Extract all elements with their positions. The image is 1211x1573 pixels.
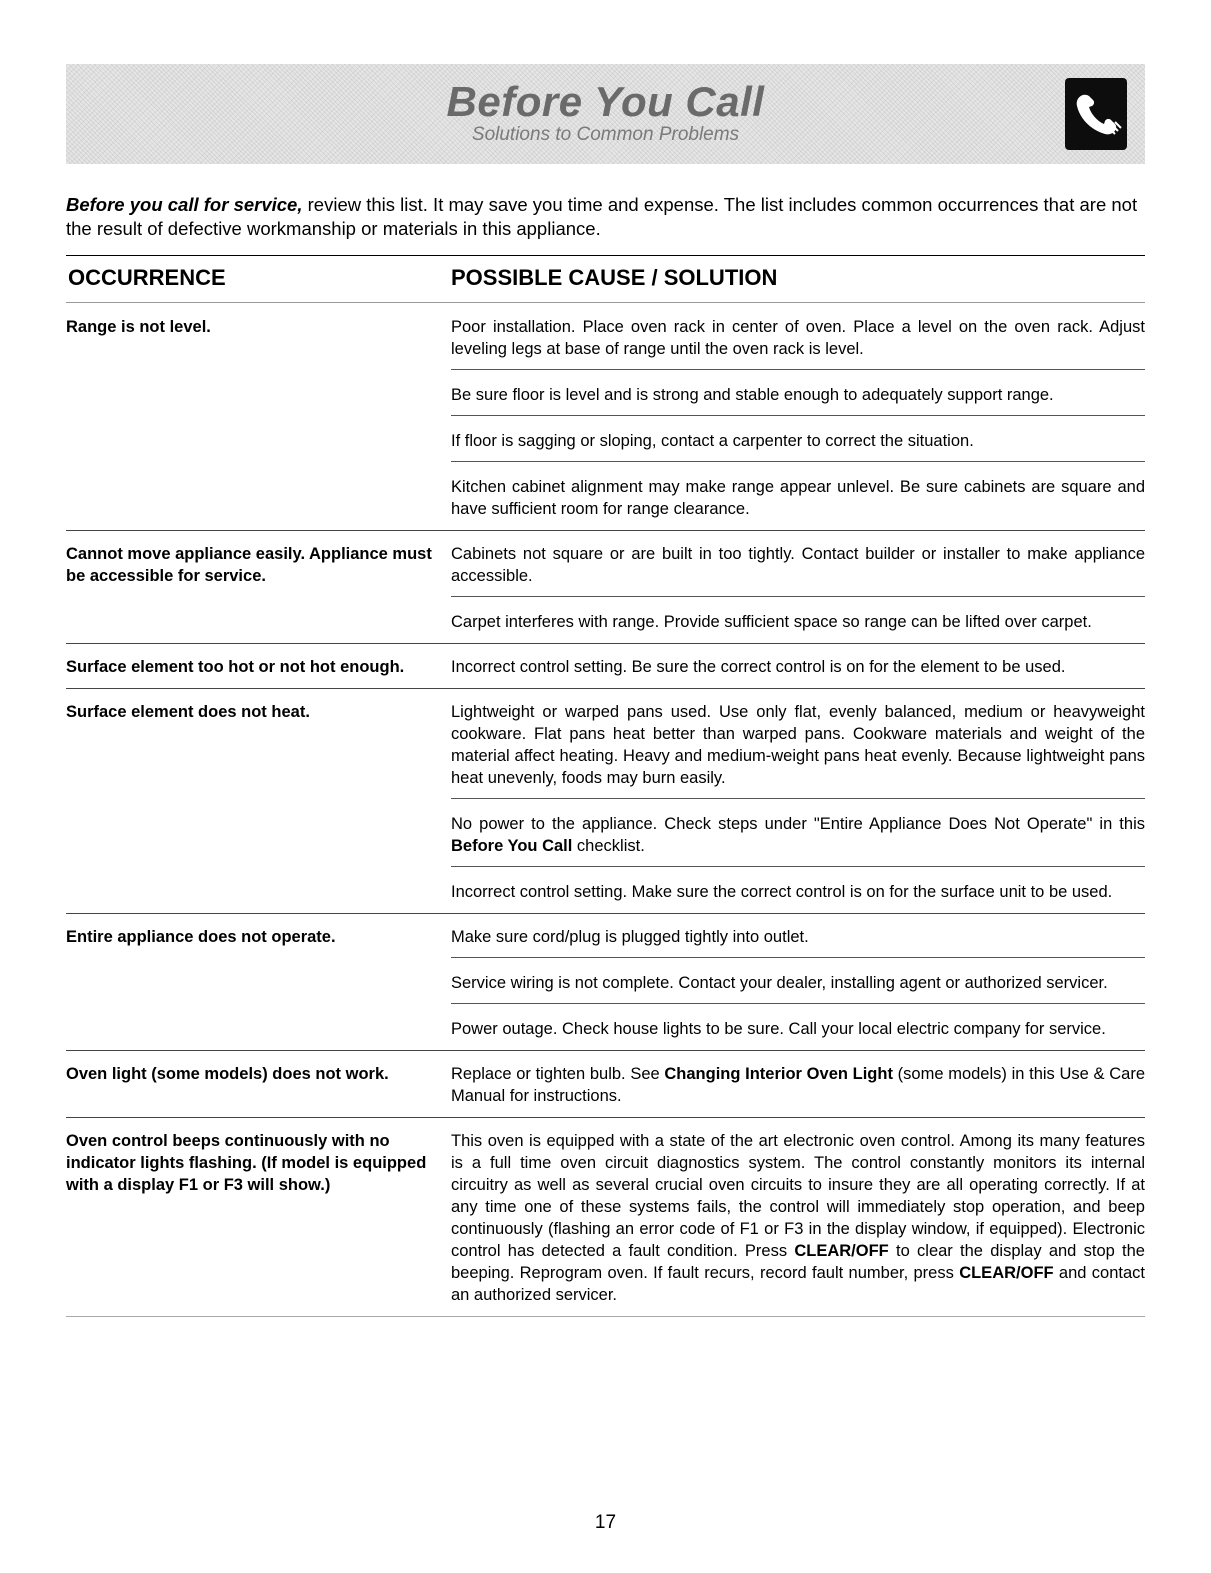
occurrence-cell: Oven light (some models) does not work. xyxy=(66,1065,389,1083)
occurrence-cell: Oven control beeps continuously with no indicator lights flashing. (If model is equipped with a display F1 or F3 will show.) xyxy=(66,1132,427,1194)
solution-item xyxy=(451,380,1145,416)
solution-item xyxy=(451,1059,1145,1111)
solution-text: This oven is equipped with a state of the art electronic oven control. Among its many features is a full time oven circuit diagnostics system. The control constantly monitors its internal circuitry as well as several crucial oven circuits to insure they are all operating correctly. If at any time one of these systems fails, the control will immediately stop operation, and beep continuously (flashing an error code of F1 or F3 in the display window, if equipped). Electronic control has detected a fault condition. Press xyxy=(451,1132,1145,1260)
solution-text: Be sure floor is level and is strong and stable enough to adequately support range. xyxy=(451,386,1054,404)
solution-item xyxy=(451,607,1145,637)
table-row xyxy=(66,539,1145,644)
solutions-cell xyxy=(451,539,1145,637)
solution-text: Poor installation. Place oven rack in center of oven. Place a level on the oven rack. Adjust leveling legs at base of range until the oven rack is level. xyxy=(451,318,1145,358)
solution-text: to clear the display and stop the beeping. Reprogram oven. If fault recurs, record fault number, press xyxy=(451,1242,1145,1282)
solution-text: Power outage. Check house lights to be sure. Call your local electric company for service. xyxy=(451,1020,1106,1038)
intro-text: review this list. It may save you time and expense. The list includes common occurrences that are not the result of defective workmanship or materials in this appliance. xyxy=(66,194,1138,239)
solution-text: (some models) in this Use & Care Manual for instructions. xyxy=(451,1065,1146,1105)
solutions-cell xyxy=(451,1126,1145,1310)
table-row xyxy=(66,1059,1145,1118)
header-banner xyxy=(66,64,1145,164)
solution-item xyxy=(451,1014,1145,1044)
solution-item xyxy=(451,697,1145,799)
intro-lead: Before you call for service, xyxy=(66,194,303,215)
occurrence-header: OCCURRENCE xyxy=(68,265,226,290)
solution-item xyxy=(451,968,1145,1004)
occurrence-cell: Surface element does not heat. xyxy=(66,703,310,721)
solution-item xyxy=(451,539,1145,597)
solution-item xyxy=(451,809,1145,867)
solution-header: POSSIBLE CAUSE / SOLUTION xyxy=(451,265,778,290)
solution-item xyxy=(451,922,1145,958)
occurrence-cell: Cannot move appliance easily. Appliance must be accessible for service. xyxy=(66,545,432,585)
solution-text: Incorrect control setting. Make sure the correct control is on for the surface unit to be used. xyxy=(451,883,1113,901)
occurrence-cell: Entire appliance does not operate. xyxy=(66,928,336,946)
table-row xyxy=(66,652,1145,689)
table-row xyxy=(66,312,1145,531)
solutions-cell xyxy=(451,312,1145,524)
column-headers xyxy=(66,255,1145,303)
page-subtitle: Solutions to Common Problems xyxy=(471,124,740,145)
solution-text: Kitchen cabinet alignment may make range appear unlevel. Be sure cabinets are square and have sufficient room for range clearance. xyxy=(451,478,1145,518)
solution-text: Replace or tighten bulb. See xyxy=(451,1065,665,1083)
solution-text: Service wiring is not complete. Contact your dealer, installing agent or authorized servicer. xyxy=(451,974,1108,992)
solutions-cell xyxy=(451,1059,1145,1111)
solutions-cell xyxy=(451,922,1145,1044)
solution-text: Cabinets not square or are built in too tightly. Contact builder or installer to make appliance accessible. xyxy=(451,545,1145,585)
solution-text: Make sure cord/plug is plugged tightly into outlet. xyxy=(451,928,809,946)
occurrence-cell: Surface element too hot or not hot enough. xyxy=(66,658,405,676)
solution-item xyxy=(451,472,1145,524)
solutions-cell xyxy=(451,652,1145,682)
solution-text: No power to the appliance. Check steps under "Entire Appliance Does Not Operate" in this xyxy=(451,815,1145,833)
solution-text: Lightweight or warped pans used. Use only flat, evenly balanced, medium or heavyweight cookware. Flat pans heat better than warped pans. Cookware materials and weight of the material affect heating. Heavy and medium-weight pans heat evenly. Because lightweight pans heat unevenly, foods may burn easily. xyxy=(451,703,1145,787)
table-row xyxy=(66,697,1145,914)
intro-paragraph xyxy=(66,193,1146,241)
solution-item xyxy=(451,312,1145,370)
phone-icon xyxy=(1065,78,1127,150)
troubleshooting-table xyxy=(66,312,1145,1325)
table-row xyxy=(66,1126,1145,1317)
solution-text: Carpet interferes with range. Provide sufficient space so range can be lifted over carpet. xyxy=(451,613,1092,631)
solution-emphasis: CLEAR/OFF xyxy=(794,1242,889,1260)
solution-item xyxy=(451,877,1145,907)
solution-item xyxy=(451,426,1145,462)
page-number: 17 xyxy=(594,1512,617,1533)
solution-item xyxy=(451,652,1145,682)
solution-item xyxy=(451,1126,1145,1310)
solution-emphasis: Changing Interior Oven Light xyxy=(664,1065,893,1083)
solution-emphasis: Before You Call xyxy=(451,837,573,855)
solutions-cell xyxy=(451,697,1145,907)
solution-text: If floor is sagging or sloping, contact a carpenter to correct the situation. xyxy=(451,432,974,450)
solution-text: checklist. xyxy=(572,837,645,855)
solution-text: and contact an authorized servicer. xyxy=(451,1264,1145,1304)
page-title: Before You Call xyxy=(446,78,765,125)
occurrence-cell: Range is not level. xyxy=(66,318,211,336)
solution-text: Incorrect control setting. Be sure the correct control is on for the element to be used. xyxy=(451,658,1066,676)
solution-emphasis: CLEAR/OFF xyxy=(959,1264,1054,1282)
table-row xyxy=(66,922,1145,1051)
